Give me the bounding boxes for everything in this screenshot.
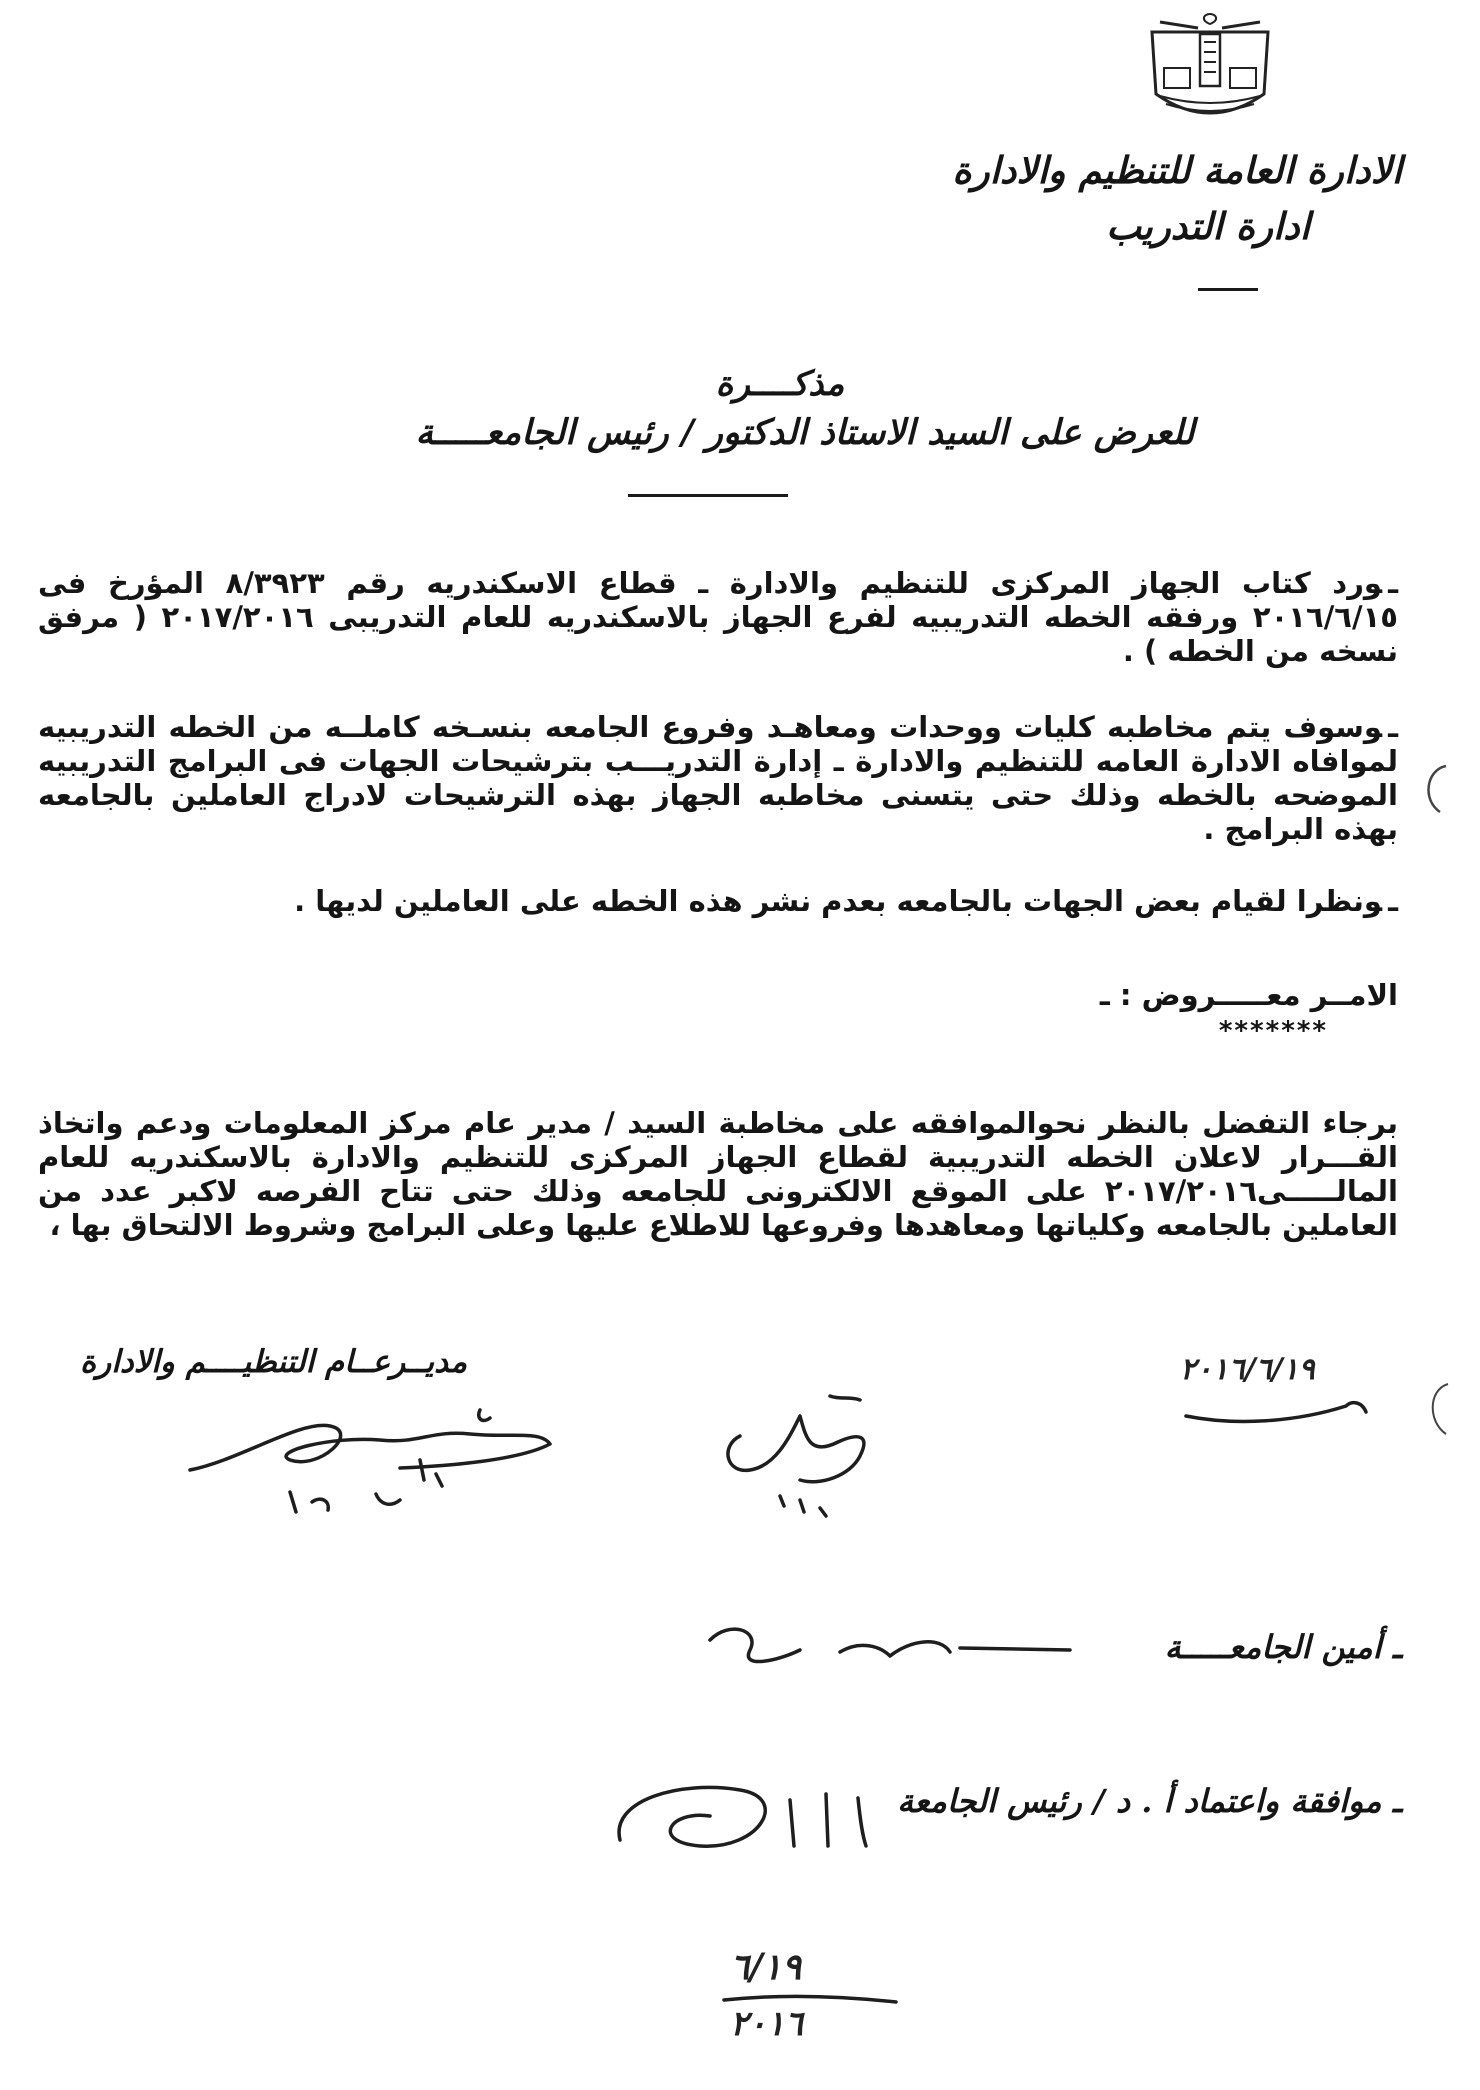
middle-initial-signature [700,1376,940,1526]
memo-title: مذكــــرة [715,364,845,404]
bullet-dash: ـ [1388,566,1398,600]
title-divider [628,494,788,497]
paragraph-3 [38,884,1398,918]
bullet-dash: ـ [1388,884,1398,918]
matter-stars: ******* [1218,1016,1328,1046]
binder-hole-mark [1416,760,1456,820]
paragraph-2-text: وسوف يتم مخاطبه كليات ووحدات ومعاهـد وفروع الجامعه بنسـخه كاملــه من الخطه التدريبيه لموافاه الادارة العامه للتنظيم والادارة ـ إدارة التدريـــب بترشيحات الجهات فى البرامج التدريبيه الموضحه بالخطه وذلك حتى يتسنى مخاطبه الجهاز بهذه الترشيحات لادراج العاملين بالجامعه بهذه البرامج . [38,710,1398,846]
paragraph-1-text: ورد كتاب الجهاز المركزى للتنظيم والادارة ـ قطاع الاسكندريه رقم ٨/٣٩٢٣ المؤرخ فى ٢٠١٦/٦/١٥ ورفقه الخطه التدريبيه لفرع الجهاز بالاسكندريه للعام التدريبى ٢٠١٧/٢٠١٦ ( مرفق نسخه من الخطه ) . [38,566,1398,668]
binder-hole-mark [1420,1380,1460,1440]
matter-label: الامــر معـــــروض : ـ [1099,978,1398,1012]
paragraph-1 [38,566,1398,668]
header-sub-department: ادارة التدريب [1106,204,1310,248]
secretary-signature [690,1600,1110,1690]
director-signature [180,1400,560,1520]
request-paragraph: برجاء التفضل بالنظر نحوالموافقه على مخاطبة السيد / مدير عام مركز المعلومات ودعم واتخاذ القـــرار لاعلان الخطه التدريبية لقطاع الجهاز المركزى للتنظيم والادارة بالاسكندريه للعام المالـــــى٢٠١٧/٢٠١٦ على الموقع الالكترونى للجامعه وذلك حتى تتاح الفرصه لاكبر عدد من العاملين بالجامعه وكلياتها ومعاهدها وفروعها للاطلاع عليها وعلى البرامج وشروط الالتحاق بها ، [38,1106,1398,1242]
memo-recipient: للعرض على السيد الاستاذ الدكتور / رئيس الجامعـــــة [415,412,1195,453]
handwritten-date-right: ٢٠١٦/٦/١٩ [1180,1352,1315,1387]
secretary-label: ـ أمين الجامعـــــة [1164,1628,1402,1666]
president-signature [590,1770,890,1880]
paragraph-2 [38,710,1398,846]
header-divider [1198,288,1258,291]
director-title: مديــرعــام التنظيــــم والادارة [80,1344,468,1380]
bullet-dash: ـ [1388,710,1398,744]
approval-date-year: ٢٠١٦ [730,2004,804,2044]
header-department: الادارة العامة للتنظيم والادارة [952,148,1402,192]
paragraph-3-text: ونظرا لقيام بعض الجهات بالجامعه بعدم نشر هذه الخطه على العاملين لديها . [294,884,1383,918]
approval-label: ـ موافقة واعتماد أ . د / رئيس الجامعة [897,1782,1402,1820]
approval-date-day: ٦/١٩ [730,1946,802,1988]
university-emblem-logo [1140,8,1280,136]
right-date-scribble [1176,1376,1376,1436]
